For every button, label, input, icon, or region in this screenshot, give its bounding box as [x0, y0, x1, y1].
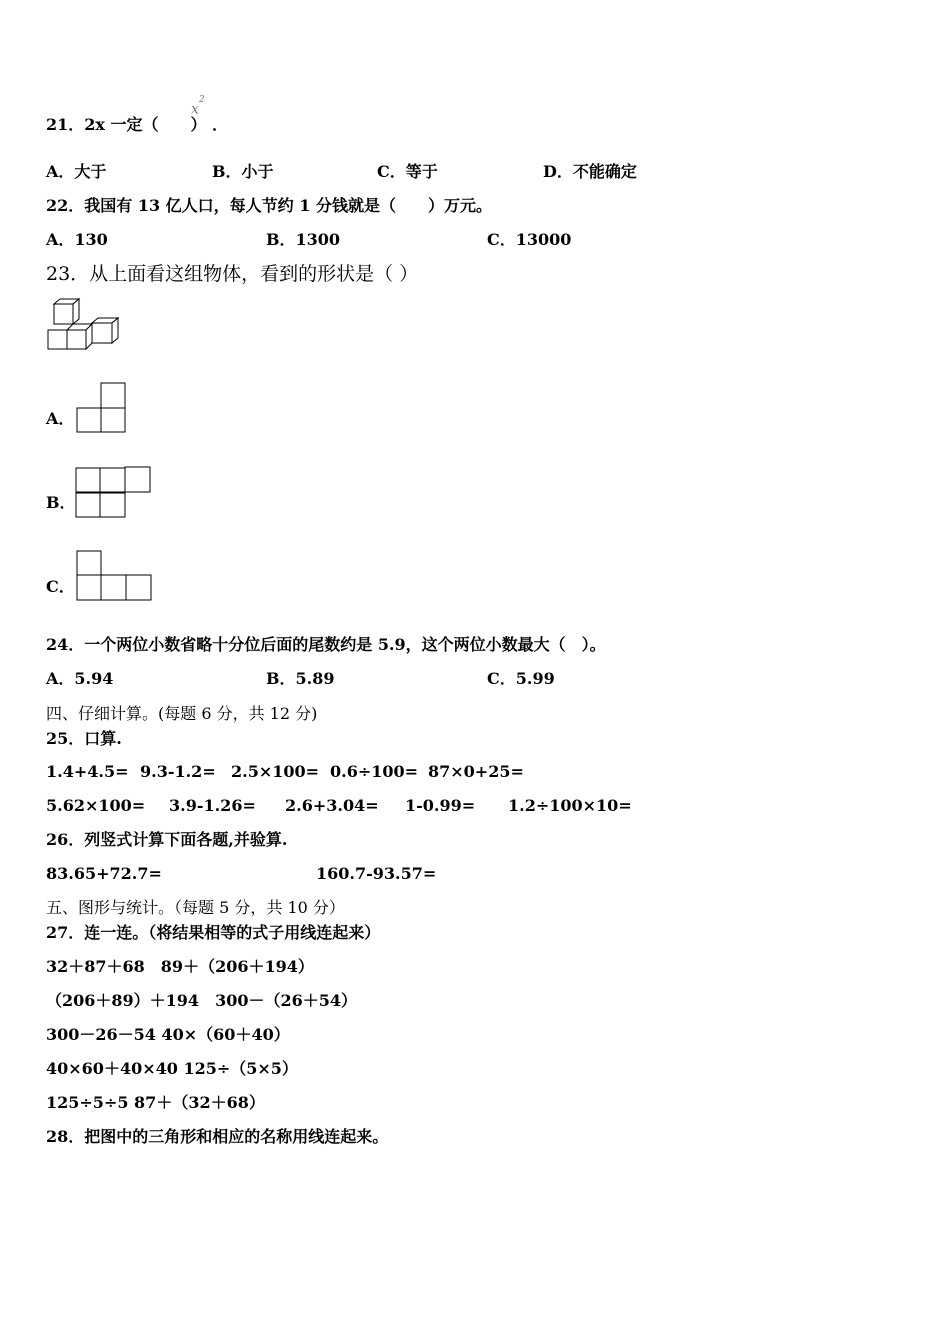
q24-option-b: B．5.89: [266, 669, 335, 688]
q23-option-b: B．: [46, 493, 76, 512]
q23-stem: 23．从上面看这组物体，看到的形状是（ ）: [46, 263, 419, 285]
q21-expr-exp: 2: [198, 95, 205, 105]
q25-r1-item-2: 9.3-1.2=: [140, 762, 216, 781]
q26-stem: 26．列竖式计算下面各题,并验算.: [46, 830, 288, 849]
q25-r2-item-4: 1-0.99=: [405, 796, 476, 815]
q22-option-b: B．1300: [266, 230, 341, 249]
q21-tail: ．: [212, 115, 229, 134]
q27-row-4: 40×60＋40×40 125÷（5×5）: [46, 1059, 298, 1078]
q23-option-b-shape: [75, 466, 153, 519]
q26-item-1: 83.65+72.7=: [46, 864, 162, 883]
q24-option-c: C．5.99: [487, 669, 555, 688]
q25-r2-item-3: 2.6+3.04=: [285, 796, 379, 815]
q23-option-c-shape: [76, 550, 154, 603]
q22-option-a: A．130: [46, 230, 108, 249]
q22-stem: 22．我国有 13 亿人口，每人节约 1 分钱就是（ ）万元。: [46, 196, 492, 215]
cubes-3d-figure: [44, 296, 124, 352]
q27-row-2: （206＋89）＋194 300－（26＋54）: [46, 991, 357, 1010]
q27-row-5: 125÷5÷5 87＋（32＋68）: [46, 1093, 265, 1112]
q23-option-a-shape: [76, 382, 128, 434]
q22-option-c: C．13000: [487, 230, 572, 249]
q21-option-a: A．大于: [46, 162, 107, 181]
q23-option-a: A．: [46, 409, 75, 428]
q21-stem: 21．2x 一定（ ）: [46, 115, 207, 134]
q28-stem: 28．把图中的三角形和相应的名称用线连起来。: [46, 1127, 389, 1146]
q25-r1-item-1: 1.4+4.5=: [46, 762, 129, 781]
q25-stem: 25．口算.: [46, 729, 122, 748]
q21-expr-base: x: [191, 101, 199, 118]
q21-expression: [191, 95, 205, 118]
section-5-title: 五、图形与统计。（每题 5 分，共 10 分）: [46, 898, 345, 917]
q23-option-c: C．: [46, 577, 75, 596]
q25-r1-item-4: 0.6÷100=: [330, 762, 419, 781]
q27-row-3: 300－26－54 40×（60＋40）: [46, 1025, 290, 1044]
q21-option-d: D．不能确定: [543, 162, 637, 181]
q26-item-2: 160.7-93.57=: [316, 864, 437, 883]
q24-stem: 24．一个两位小数省略十分位后面的尾数约是 5.9，这个两位小数最大（ ）。: [46, 635, 606, 654]
q21-option-b: B．小于: [212, 162, 274, 181]
q25-r2-item-2: 3.9-1.26=: [169, 796, 256, 815]
q27-stem: 27．连一连。（将结果相等的式子用线连起来）: [46, 923, 381, 942]
section-4-title: 四、仔细计算。(每题 6 分，共 12 分): [46, 704, 318, 723]
q25-r1-item-5: 87×0+25=: [428, 762, 524, 781]
q25-r2-item-5: 1.2÷100×10=: [508, 796, 632, 815]
q25-r1-item-3: 2.5×100=: [231, 762, 320, 781]
q21-option-c: C．等于: [377, 162, 438, 181]
q24-option-a: A．5.94: [46, 669, 114, 688]
q27-row-1: 32＋87＋68 89＋（206＋194）: [46, 957, 314, 976]
q25-r2-item-1: 5.62×100=: [46, 796, 146, 815]
